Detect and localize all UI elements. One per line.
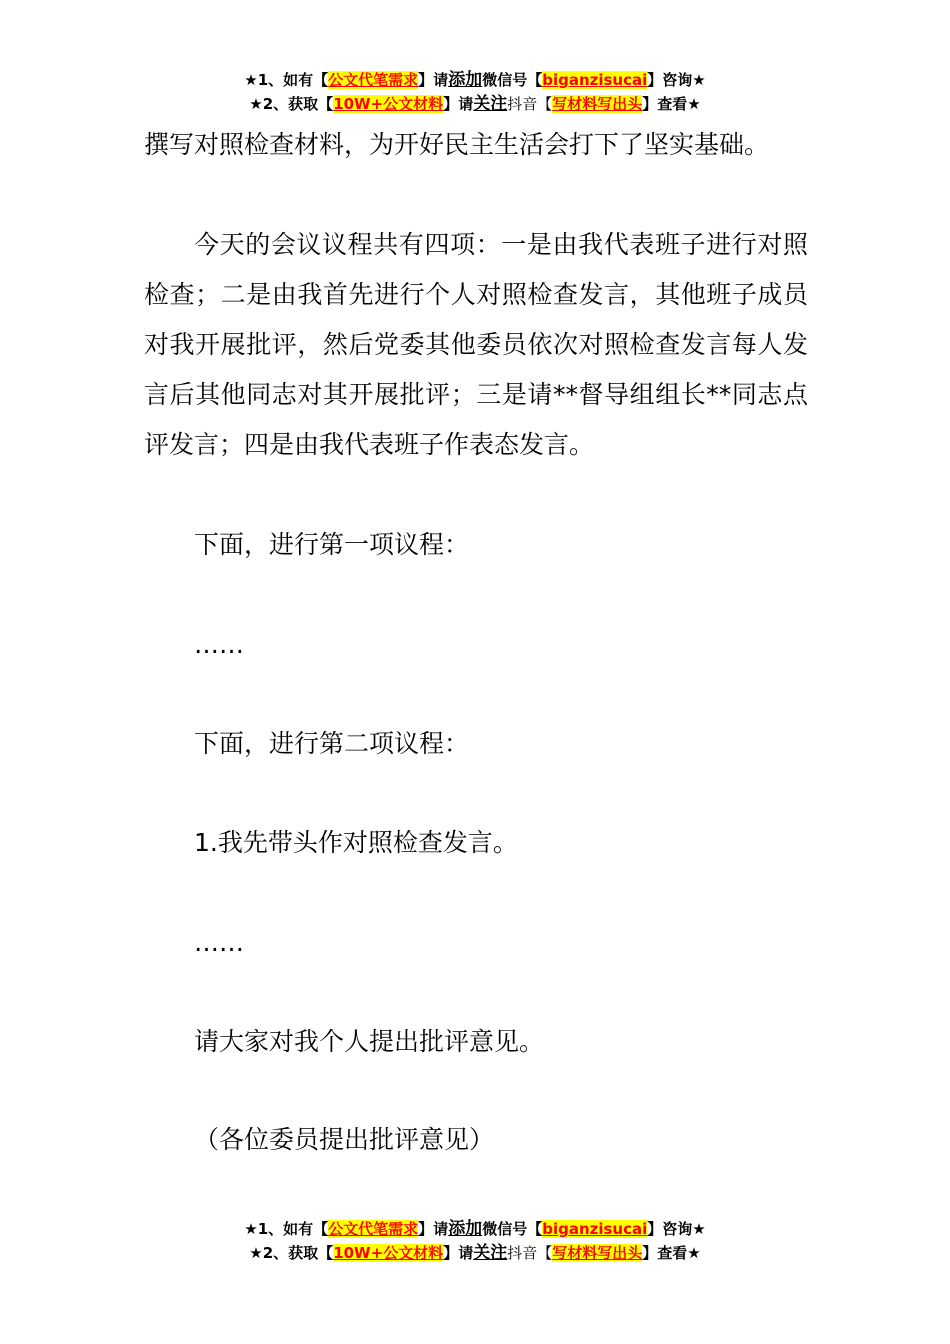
paragraph-step-1: 1.我先带头作对照检查发言。 [194,828,518,857]
banner-highlight: 公文代笔需求 [328,71,419,89]
banner-highlight: biganzisucai [542,1220,648,1238]
banner-text: 抖音【 [507,95,553,113]
banner-emphasis: 关注 [473,94,508,114]
banner-text: 】咨询★ [647,1220,706,1238]
banner-text: ★2、获取【 [249,1244,334,1262]
banner-text: 微信号【 [482,1220,543,1238]
banner-text: 】请 [443,95,474,113]
banner-highlight: 10W+公文材料 [333,1244,444,1262]
header-banner [0,68,950,116]
banner-highlight: 写材料写出头 [552,1244,643,1262]
banner-highlight: biganzisucai [542,71,648,89]
banner-text: 】请 [418,71,449,89]
banner-line-2 [0,1241,950,1265]
banner-text: 】查看★ [642,1244,701,1262]
banner-text: 】请 [443,1244,474,1262]
banner-emphasis: 添加 [448,70,483,90]
banner-text: 】请 [418,1220,449,1238]
banner-line-1 [0,68,950,92]
banner-text: 抖音【 [507,1244,553,1262]
paragraph-item-2: 下面，进行第二项议程： [194,729,470,758]
banner-text: 】查看★ [642,95,701,113]
paragraph: 撰写对照检查材料，为开好民主生活会打下了坚实基础。 [144,130,770,159]
paragraph-item-1: 下面，进行第一项议程： [194,530,470,559]
banner-text: 】咨询★ [647,71,706,89]
banner-highlight: 公文代笔需求 [328,1220,419,1238]
paragraph-note: （各位委员提出批评意见） [194,1125,495,1154]
paragraph-agenda: 今天的会议议程共有四项：一是由我代表班子进行对照检查；二是由我首先进行个人对照检查发言，其他班子成员对我开展批评，然后党委其他委员依次对照检查发言每人发言后其他同志对其开展批评；三是请**督导组组长**同志点评发言；四是由我代表班子作表态发言。 [144,230,808,459]
banner-emphasis: 关注 [473,1243,508,1263]
ellipsis-line: …… [194,630,244,659]
banner-text: ★1、如有【 [244,71,329,89]
footer-banner [0,1217,950,1265]
paragraph-request: 请大家对我个人提出批评意见。 [194,1027,545,1056]
banner-text: 微信号【 [482,71,543,89]
ellipsis-line: …… [194,928,244,957]
banner-line-2 [0,92,950,116]
banner-highlight: 10W+公文材料 [333,95,444,113]
banner-line-1 [0,1217,950,1241]
banner-text: ★2、获取【 [249,95,334,113]
banner-highlight: 写材料写出头 [552,95,643,113]
banner-text: ★1、如有【 [244,1220,329,1238]
banner-emphasis: 添加 [448,1219,483,1239]
